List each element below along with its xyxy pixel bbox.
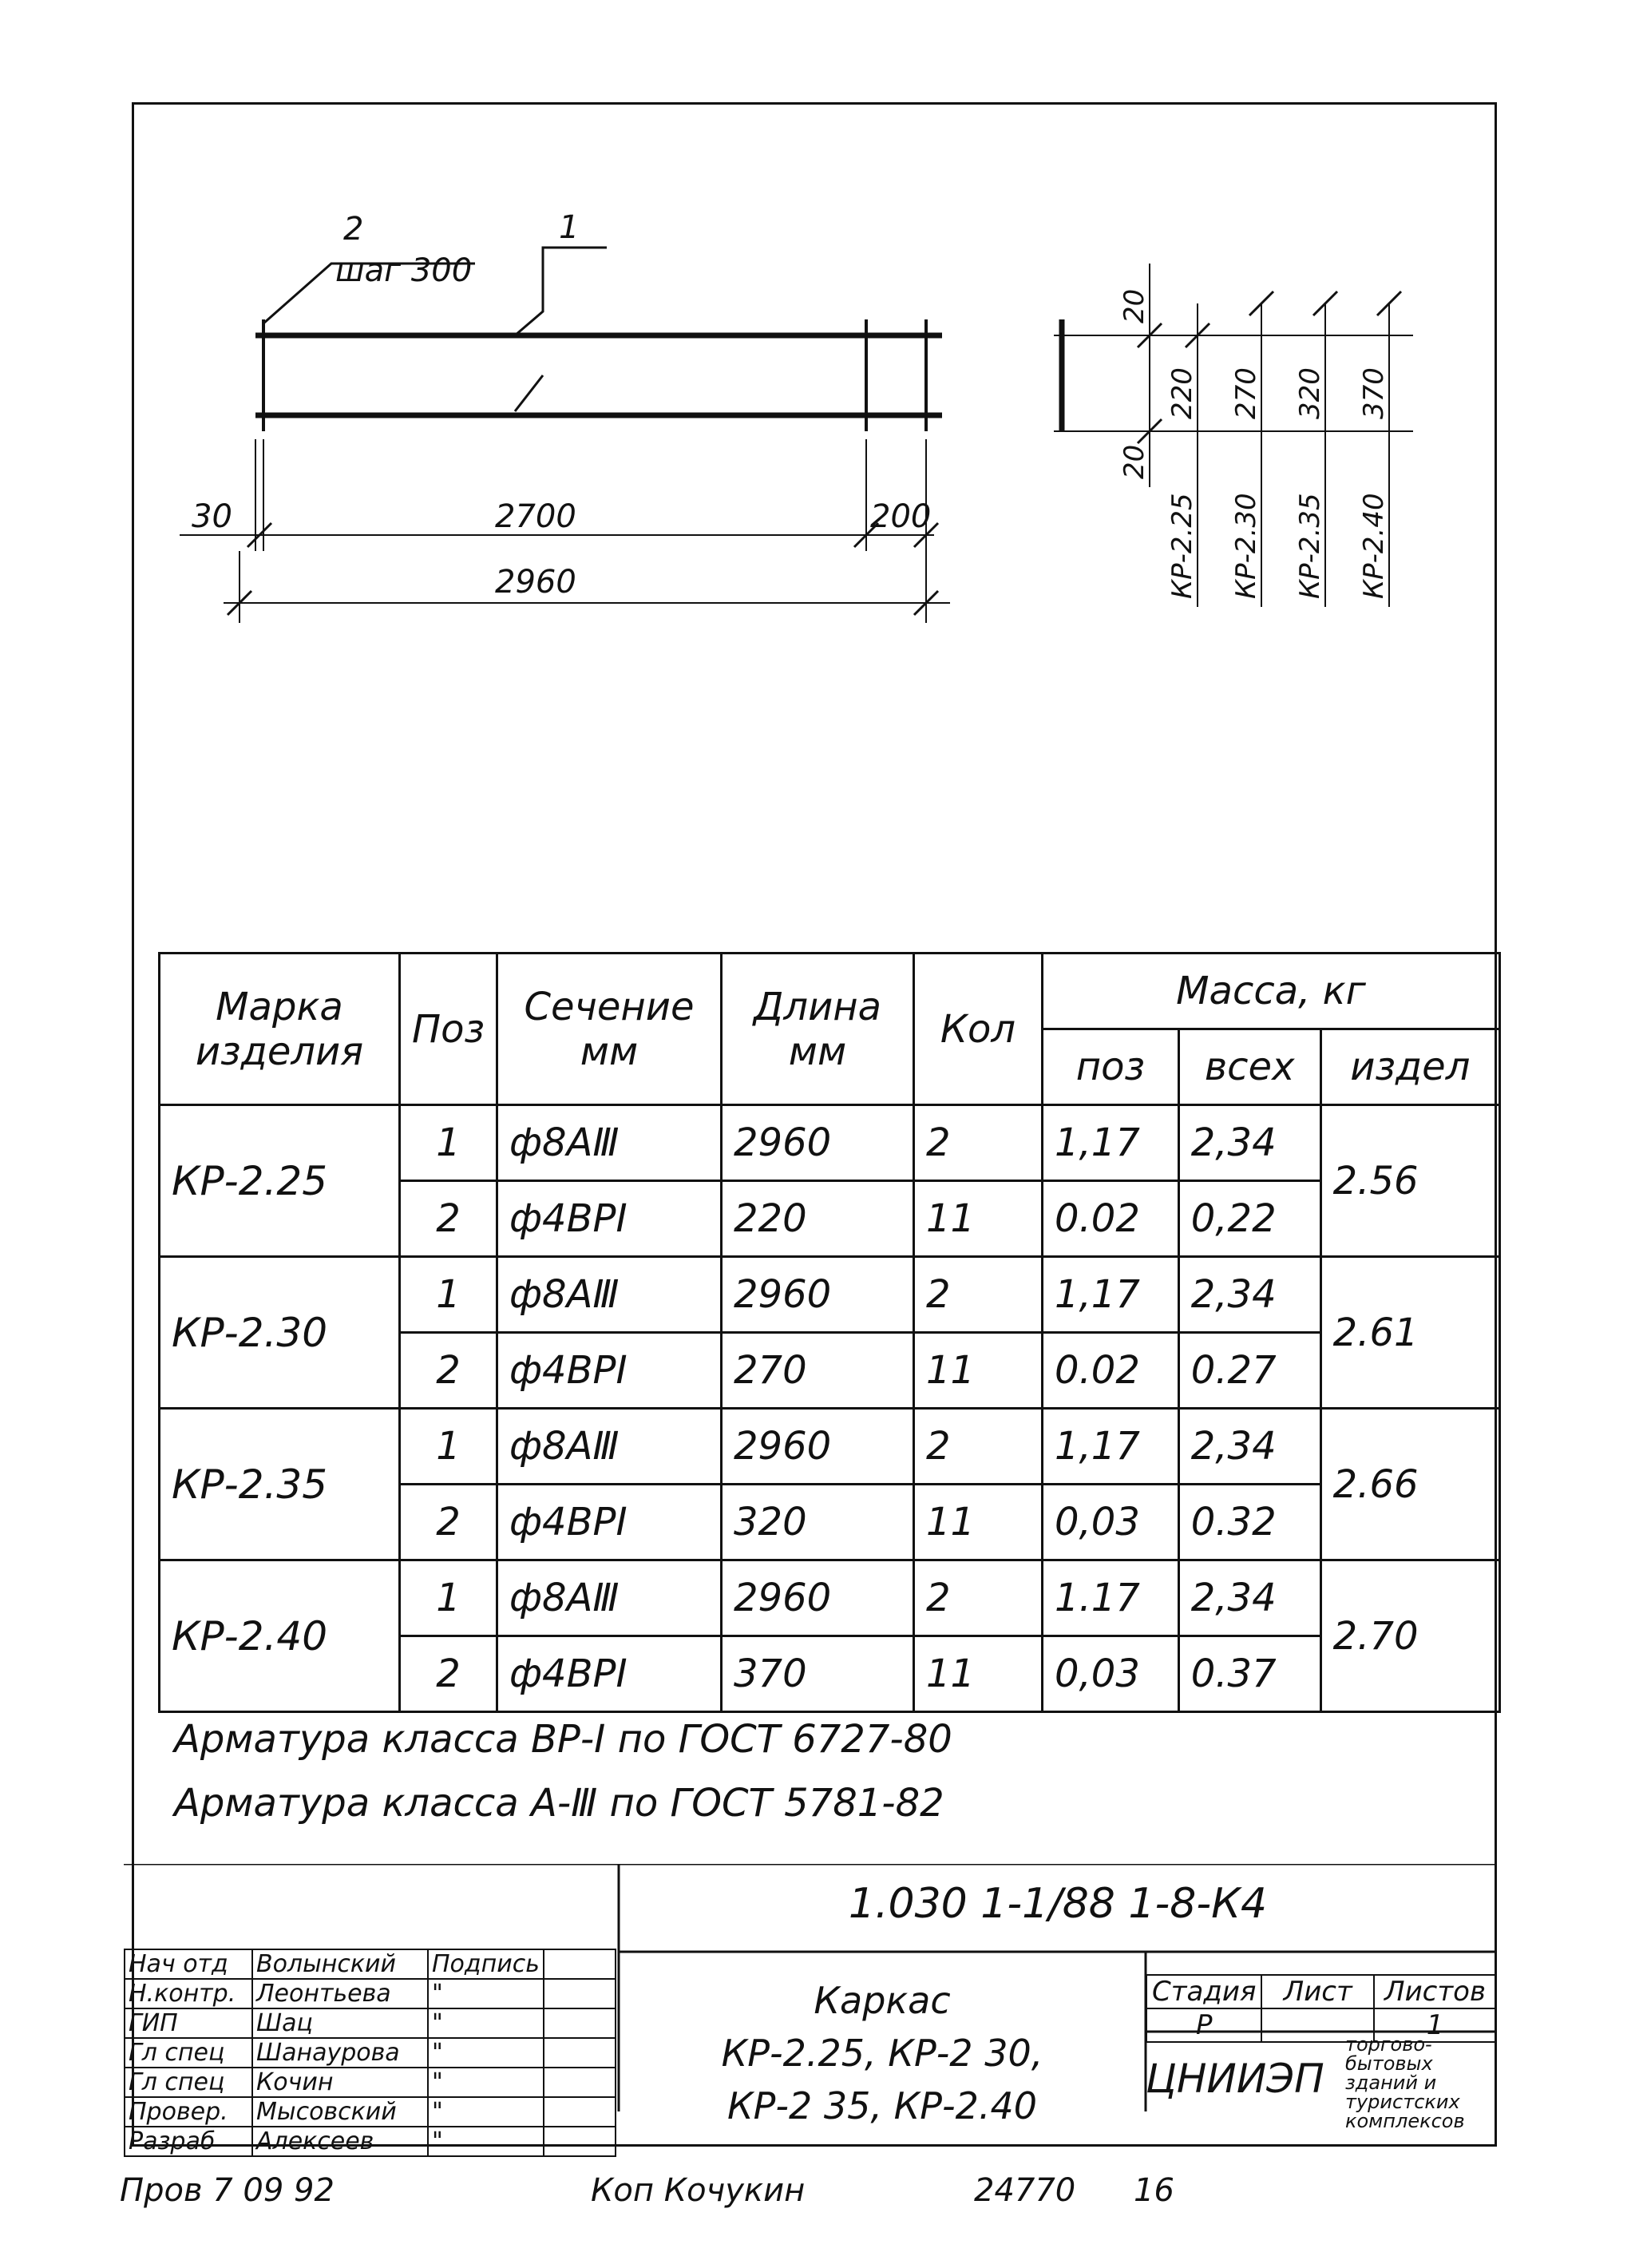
organization-block [1146,2032,1497,2132]
callout-leader-pos1 [515,248,607,335]
cell-sign: " [428,2008,544,2038]
cell-qty: 2 [913,1409,1042,1485]
title-line-3: КР-2 35, КР-2.40 [727,2084,1038,2127]
inventory-number: 24770 [974,2172,1076,2209]
cell-mass-all: 2,34 [1178,1257,1320,1333]
table-row [160,1409,1500,1485]
title-line-2: КР-2.25, КР-2 30, [721,2032,1043,2075]
signature-row [125,2038,616,2068]
section-height-label: 370 [1358,367,1390,419]
header-qty: Кол [913,954,1042,1105]
header-pos: Поз [400,954,497,1105]
cell-pos: 2 [400,1181,497,1257]
table-row [160,1257,1500,1333]
cell-length: 370 [721,1636,913,1712]
signatures-table [124,1949,616,2157]
cell-length: 2960 [721,1257,913,1333]
cell-mass-all: 0.27 [1178,1333,1320,1409]
checked-stamp: Пров 7 09 92 [120,2172,335,2209]
cell-mass-item: 2.61 [1320,1257,1499,1409]
cell-name: Алексеев [252,2127,428,2156]
cell-qty: 2 [913,1257,1042,1333]
cell-mass-item: 2.70 [1320,1560,1499,1712]
section-dim-bottom: 20 [1118,444,1150,479]
signature-row [125,2068,616,2097]
cell-mass-pos: 0,03 [1042,1636,1178,1712]
cell-name: Шац [252,2008,428,2038]
cell-length: 2960 [721,1105,913,1181]
cell-mass-pos: 1.17 [1042,1560,1178,1636]
cell-date [544,2127,616,2156]
dim-middle-label: 2700 [495,498,576,535]
callout-pos2-number: 2 [343,211,364,248]
header-mark: Марка изделия [160,954,400,1105]
cell-length: 2960 [721,1409,913,1485]
cell-pos: 2 [400,1333,497,1409]
cell-section: ф4ВРⅠ [497,1181,721,1257]
cell-mass-all: 0.32 [1178,1485,1320,1560]
specification-table [158,952,1501,1713]
header-section: Сечение мм [497,954,721,1105]
cell-section: ф4ВРⅠ [497,1636,721,1712]
section-mark-label: КР-2.35 [1294,493,1326,599]
copied-by: Коп Кочукин [591,2172,806,2209]
cell-qty: 11 [913,1333,1042,1409]
cell-section: ф4ВРⅠ [497,1485,721,1560]
cell-pos: 1 [400,1560,497,1636]
cell-name: Кочин [252,2068,428,2097]
header-length: Длина мм [721,954,913,1105]
title-line-1: Каркас [814,1979,951,2022]
header-mass-item: издел [1320,1029,1499,1105]
cell-mass-all: 0,22 [1178,1181,1320,1257]
cell-length: 320 [721,1485,913,1560]
cell-mass-all: 2,34 [1178,1409,1320,1485]
cell-section: ф8АⅢ [497,1105,721,1181]
signature-row [125,1949,616,1979]
cell-role: Провер. [125,2097,252,2127]
sheet-header: Лист [1261,1975,1374,2008]
table-row [160,1105,1500,1181]
signature-row [125,2127,616,2156]
cell-pos: 1 [400,1409,497,1485]
cell-section: ф8АⅢ [497,1409,721,1485]
signature-row [125,2097,616,2127]
cell-pos: 2 [400,1636,497,1712]
cell-pos: 1 [400,1105,497,1181]
cell-pos: 1 [400,1257,497,1333]
cell-date [544,2068,616,2097]
cell-mass-pos: 1,17 [1042,1257,1178,1333]
cell-name: Шанаурова [252,2038,428,2068]
org-desc-line: торгово- [1345,2033,1432,2056]
header-mass: Масса, кг [1042,954,1499,1029]
cell-date [544,2038,616,2068]
section-mark-label: КР-2.40 [1358,493,1390,599]
cell-mass-item: 2.66 [1320,1409,1499,1560]
cell-section: ф8АⅢ [497,1560,721,1636]
cell-mass-pos: 0,03 [1042,1485,1178,1560]
cell-sign: " [428,2097,544,2127]
callout-pos1-number: 1 [559,209,580,246]
cell-mass-pos: 1,17 [1042,1409,1178,1485]
cell-mark: КР-2.30 [160,1257,400,1409]
cell-length: 2960 [721,1560,913,1636]
cell-qty: 11 [913,1636,1042,1712]
section-dim-top: 20 [1118,288,1150,323]
header-mass-pos: поз [1042,1029,1178,1105]
cell-role: Гл спец [125,2068,252,2097]
page-number: 16 [1134,2172,1174,2209]
cell-length: 220 [721,1181,913,1257]
section-height-label: 320 [1294,367,1326,419]
note-rebar-class: Арматура класса А-Ⅲ по ГОСТ 5781-82 [174,1781,944,1826]
cell-qty: 11 [913,1485,1042,1560]
cell-name: Мысовский [252,2097,428,2127]
org-desc-line: комплексов [1345,2110,1465,2132]
cell-qty: 11 [913,1181,1042,1257]
cell-role: Разраб [125,2127,252,2156]
cell-mass-all: 0.37 [1178,1636,1320,1712]
cell-mass-all: 2,34 [1178,1105,1320,1181]
cell-date [544,2097,616,2127]
cell-mass-pos: 0.02 [1042,1181,1178,1257]
cell-sign: " [428,2038,544,2068]
table-row [160,1560,1500,1636]
cell-date [544,2008,616,2038]
cell-sign: " [428,1979,544,2008]
drawing-title [619,1974,1146,2132]
cell-sign: Подпись [428,1949,544,1979]
section-height-label: 270 [1230,367,1262,419]
cell-length: 270 [721,1333,913,1409]
cell-mass-pos: 1,17 [1042,1105,1178,1181]
cell-mark: КР-2.25 [160,1105,400,1257]
cell-role: Нач отд [125,1949,252,1979]
cell-qty: 2 [913,1560,1042,1636]
cell-sign: " [428,2127,544,2156]
cell-date [544,1949,616,1979]
document-code: 1.030 1-1/88 1-8-К4 [848,1880,1268,1928]
dim-total-label: 2960 [495,564,576,601]
signature-row [125,2008,616,2038]
org-desc-line: зданий и [1345,2072,1437,2094]
cell-section: ф8АⅢ [497,1257,721,1333]
cell-name: Волынский [252,1949,428,1979]
cell-role: Гл спец [125,2038,252,2068]
dim-left-label: 30 [192,498,232,535]
title-block [124,1864,1497,2155]
organization-name: ЦНИИЭП [1146,2056,1324,2102]
callout-step-label: шаг 300 [335,252,473,289]
cell-date [544,1979,616,2008]
cell-mass-all: 2,34 [1178,1560,1320,1636]
org-desc-line: туристских [1345,2091,1460,2113]
cell-mark: КР-2.35 [160,1409,400,1560]
cell-role: ГИП [125,2008,252,2038]
cell-pos: 2 [400,1485,497,1560]
cell-role: Н.контр. [125,1979,252,2008]
section-height-label: 220 [1166,367,1198,419]
signature-row [125,1979,616,2008]
cell-mass-pos: 0.02 [1042,1333,1178,1409]
reinforcement-cage-drawing [0,0,1647,878]
cell-qty: 2 [913,1105,1042,1181]
stage-header: Стадия [1146,1975,1261,2008]
cell-sign: " [428,2068,544,2097]
organization-description [1345,2035,1465,2131]
cell-mass-item: 2.56 [1320,1105,1499,1257]
dim-right-label: 200 [870,498,932,535]
sheets-value: 1 [1374,2008,1496,2042]
cell-section: ф4ВРⅠ [497,1333,721,1409]
cell-mark: КР-2.40 [160,1560,400,1712]
section-mark-label: КР-2.30 [1230,493,1262,599]
stage-value: Р [1146,2008,1261,2042]
section-mark-label: КР-2.25 [1166,493,1198,599]
note-wire-class: Арматура класса ВР-Ⅰ по ГОСТ 6727-80 [174,1717,952,1762]
header-mass-all: всех [1178,1029,1320,1105]
org-desc-line: бытовых [1345,2052,1433,2075]
sheets-header: Листов [1374,1975,1496,2008]
cell-name: Леонтьева [252,1979,428,2008]
